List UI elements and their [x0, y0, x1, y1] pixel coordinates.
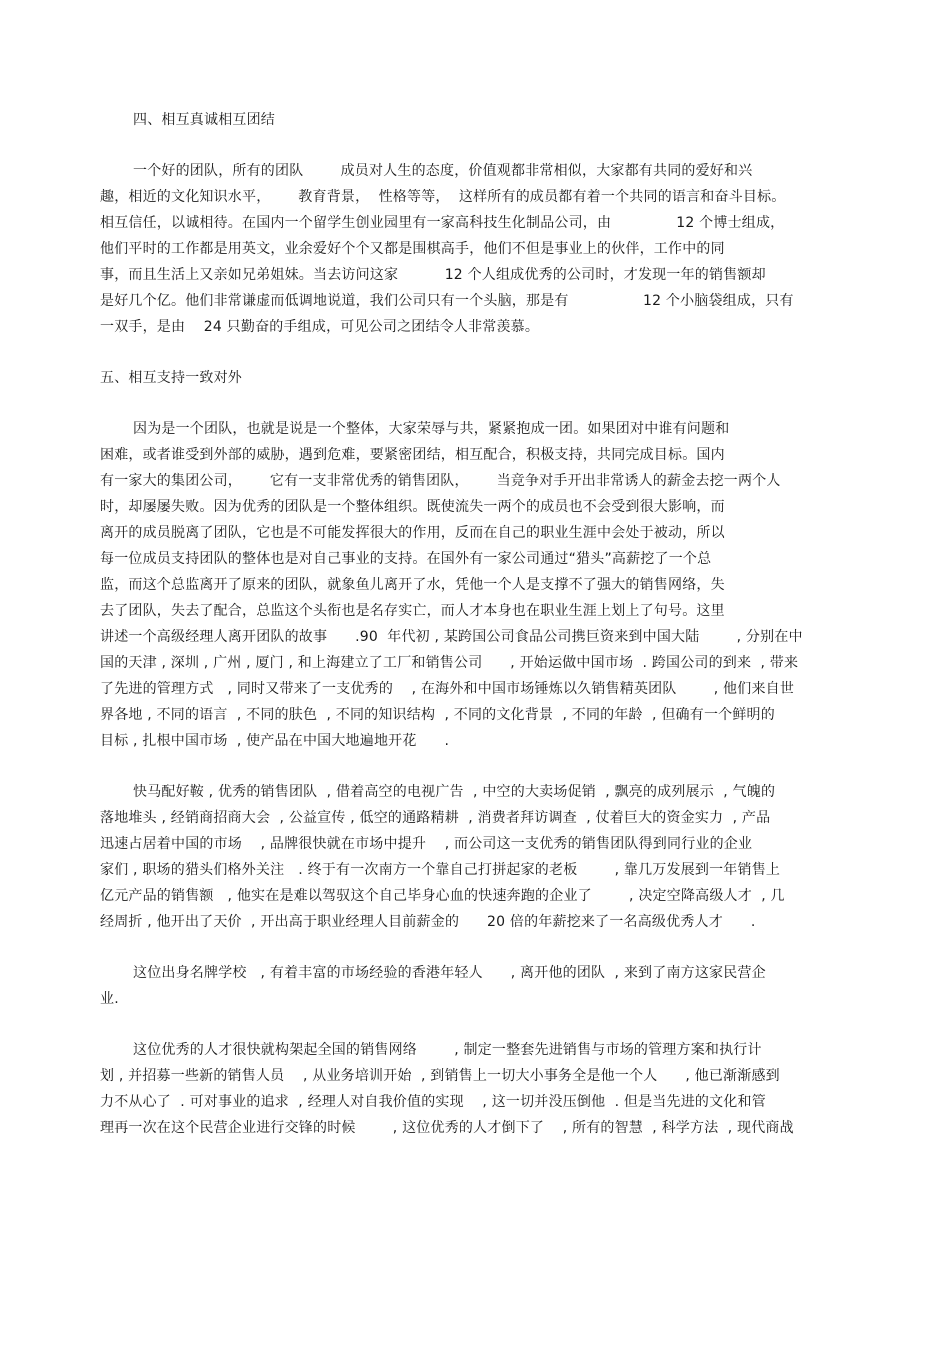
text-line: 离开的成员脱离了团队，它也是不可能发挥很大的作用，反而在自己的职业生涯中会处于被动，所以 [100, 525, 725, 541]
text-line: 事，而且生活上又亲如兄弟姐妹。当去访问这家 12 个人组成优秀的公司时，才发现一年的销售额却 [100, 267, 766, 283]
text-line: 快马配好鞍 , 优秀的销售团队 , 借着高空的电视广告 , 中空的大卖场促销 , 飘亮的成列展示 , 气魄的 [133, 784, 776, 800]
text-line: 这位优秀的人才很快就构架起全国的销售网络 , 制定一整套先进销售与市场的管理方案和执行计 [133, 1042, 762, 1058]
text-line: 趣，相近的文化知识水平， 教育背景， 性格等等， 这样所有的成员都有着一个共同的语言和奋斗目标。 [100, 189, 786, 205]
text-line: 困难，或者谁受到外部的威胁，遇到危难，要紧密团结，相互配合，积极支持，共同完成目标。国内 [100, 447, 725, 463]
text-line: 一个好的团队，所有的团队 成员对人生的态度，价值观都非常相似，大家都有共同的爱好和兴 [133, 163, 753, 179]
text-line: 一双手，是由 24 只勤奋的手组成，可见公司之团结令人非常羡慕。 [100, 319, 540, 335]
text-line: 相互信任，以诚相待。在国内一个留学生创业园里有一家高科技生化制品公司，由 12 个博士组成， [100, 215, 785, 231]
section-4-heading: 四、相互真诚相互团结 [133, 112, 275, 128]
section-5-heading: 五、相互支持一致对外 [100, 370, 242, 386]
text-line: 有一家大的集团公司， 它有一支非常优秀的销售团队， 当竞争对手开出非常诱人的薪金去挖一两个人 [100, 473, 781, 489]
text-line: 理再一次在这个民营企业进行交锋的时候 , 这位优秀的人才倒下了 , 所有的智慧 , 科学方法 , 现代商战 [100, 1120, 794, 1136]
text-line: 国的天津 , 深圳 , 广州 , 厦门 , 和上海建立了工厂和销售公司 , 开始运做中国市场 . 跨国公司的到来 , 带来 [100, 655, 799, 671]
text-line: 去了团队，失去了配合，总监这个头衔也是名存实亡，而人才本身也在职业生涯上划上了句号。这里 [100, 603, 725, 619]
text-line: 划 , 并招募一些新的销售人员 , 从业务培训开始 , 到销售上一切大小事务全是他一个人 , 他已渐渐感到 [100, 1068, 780, 1084]
text-line: 业. [100, 991, 119, 1007]
text-line: 他们平时的工作都是用英文，业余爱好个个又都是围棋高手，他们不但是事业上的伙伴，工作中的同 [100, 241, 725, 257]
text-line: 每一位成员支持团队的整体也是对自己事业的支持。在国外有一家公司通过“猎头”高薪挖了一个总 [100, 551, 712, 567]
text-line: 家们 , 职场的猎头们格外关注 . 终于有一次南方一个靠自己打拼起家的老板 , 靠几万发展到一年销售上 [100, 862, 781, 878]
text-line: 因为是一个团队，也就是说是一个整体，大家荣辱与共，紧紧抱成一团。如果团对中谁有问题和 [133, 421, 730, 437]
text-line: 讲述一个高级经理人离开团队的故事 .90 年代初 , 某跨国公司食品公司携巨资来到中国大陆 , 分别在中 [100, 629, 803, 645]
text-line: 力不从心了 . 可对事业的追求 , 经理人对自我价值的实现 , 这一切并没压倒他 . 但是当先进的文化和管 [100, 1094, 766, 1110]
text-line: 目标 , 扎根中国市场 , 使产品在中国大地遍地开花 . [100, 733, 450, 749]
text-line: 是好几个亿。他们非常谦虚而低调地说道，我们公司只有一个头脑，那是有 12 个小脑袋组成，只有 [100, 293, 794, 309]
text-line: 监，而这个总监离开了原来的团队，就象鱼儿离开了水，凭他一个人是支撑不了强大的销售网络，失 [100, 577, 725, 593]
text-line: 界各地 , 不同的语言 , 不同的肤色 , 不同的知识结构 , 不同的文化背景 , 不同的年龄 , 但确有一个鲜明的 [100, 707, 775, 723]
text-line: 了先进的管理方式 , 同时又带来了一支优秀的 , 在海外和中国市场锤炼以久销售精英团队 , 他们来自世 [100, 681, 795, 697]
text-line: 时，却屡屡失败。因为优秀的团队是一个整体组织。既使流失一两个的成员也不会受到很大影响，而 [100, 499, 725, 515]
text-line: 这位出身名牌学校 , 有着丰富的市场经验的香港年轻人 , 离开他的团队 , 来到了南方这家民营企 [133, 965, 766, 981]
text-line: 迅速占居着中国的市场 , 品牌很快就在市场中提升 , 而公司这一支优秀的销售团队得到同行业的企业 [100, 836, 753, 852]
text-line: 经周折 , 他开出了天价 , 开出高于职业经理人目前薪金的 20 倍的年薪挖来了一名高级优秀人才 . [100, 914, 756, 930]
text-line: 落地堆头 , 经销商招商大会 , 公益宣传 , 低空的通路精耕 , 消费者拜访调查 , 仗着巨大的资金实力 , 产品 [100, 810, 771, 826]
text-line: 亿元产品的销售额 , 他实在是难以驾驭这个自己毕身心血的快速奔跑的企业了 , 决定空降高级人才 , 几 [100, 888, 785, 904]
